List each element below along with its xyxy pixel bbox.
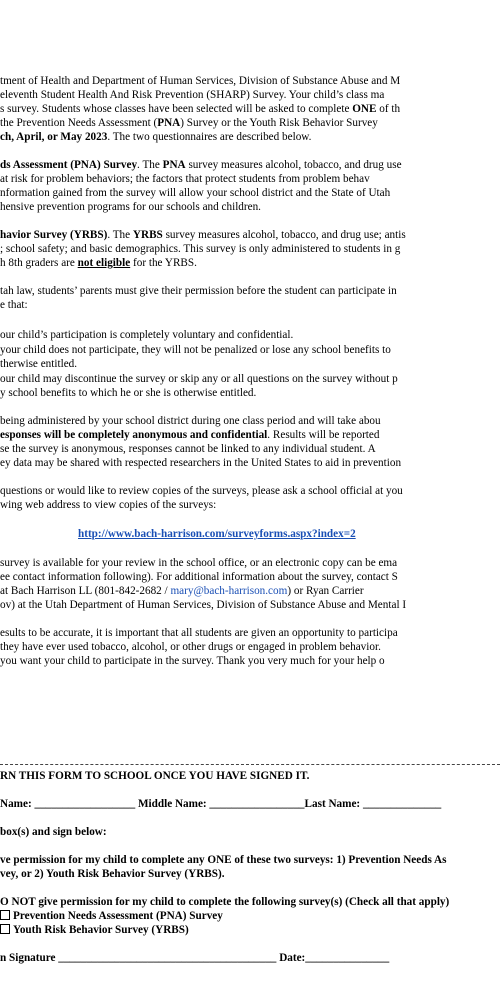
bullet-discontinue-1: our child may discontinue the survey or skip any or all questions on the survey without p: [0, 373, 398, 385]
middle-name-field[interactable]: Middle Name: _________________: [137, 798, 305, 810]
admin-line-3: se the survey is anonymous, responses cannot be linked to any individual student. A: [0, 443, 376, 455]
first-name-field[interactable]: Name: __________________: [0, 798, 138, 810]
review-line-2: ee contact information following). For additional information about the survey, contact S: [0, 571, 398, 583]
return-form-heading: RN THIS FORM TO SCHOOL ONCE YOU HAVE SIGNED IT.: [0, 770, 310, 782]
law-line-2: e that:: [0, 299, 28, 311]
admin-line-2: esponses will be completely anonymous and confidential. Results will be reported: [0, 429, 380, 441]
yrbs-opt-out-checkbox[interactable]: [0, 924, 10, 934]
pna-line-1: ds Assessment (PNA) Survey. The PNA survey measures alcohol, tobacco, and drug use: [0, 159, 402, 171]
bullet-not-penalized-2: therwise entitled.: [0, 358, 78, 370]
give-permission-line-2: vey, or 2) Youth Risk Behavior Survey (YRBS).: [0, 868, 225, 880]
intro-line-4: the Prevention Needs Assessment (PNA) Survey or the Youth Risk Behavior Survey: [0, 117, 378, 129]
results-line-3: you want your child to participate in the survey. Thank you very much for your help o: [0, 655, 385, 667]
intro-line-3: s survey. Students whose classes have been selected will be asked to complete ONE of th: [0, 103, 401, 115]
questions-line-1: questions or would like to review copies of the surveys, please ask a school official at you: [0, 485, 403, 497]
review-line-4: ov) at the Utah Department of Human Services, Division of Substance Abuse and Mental I: [0, 599, 407, 611]
yrbs-line-3: h 8th graders are not eligible for the YRBS.: [0, 257, 197, 269]
intro-line-2: eleventh Student Health And Risk Prevention (SHARP) Survey. Your child’s class ma: [0, 89, 385, 101]
admin-line-1: being administered by your school district during one class period and will take abou: [0, 415, 381, 427]
questions-line-2: wing web address to view copies of the surveys:: [0, 499, 217, 511]
bullet-discontinue-2: y school benefits to which he or she is otherwise entitled.: [0, 387, 257, 399]
check-box-instructions: box(s) and sign below:: [0, 826, 107, 838]
signature-field[interactable]: n Signature _______________________________________: [0, 952, 280, 964]
signature-line[interactable]: [0, 951, 389, 965]
date-field[interactable]: Date:_______________: [279, 952, 390, 964]
last-name-field[interactable]: Last Name: ______________: [304, 798, 442, 810]
give-permission-line-1: ve permission for my child to complete any ONE of these two surveys: 1) Prevention Needs As: [0, 854, 447, 866]
results-line-2: they have ever used tobacco, alcohol, or other drugs or engaged in problem behavior.: [0, 641, 381, 653]
yrbs-line-1: havior Survey (YRBS). The YRBS survey measures alcohol, tobacco, and drug use; antis: [0, 229, 406, 241]
email-link[interactable]: mary@bach-harrison.com: [170, 585, 288, 597]
pna-line-3: nformation gained from the survey will allow your school district and the State of Utah: [0, 187, 391, 199]
pna-opt-out-option[interactable]: Prevention Needs Assessment (PNA) Survey: [0, 909, 223, 923]
admin-line-4: ey data may be shared with respected researchers in the United States to aid in prevention: [0, 457, 402, 469]
name-fields-line[interactable]: [0, 797, 441, 811]
bullet-not-penalized-1: your child does not participate, they will not be penalized or lose any school benefits to: [0, 344, 391, 356]
survey-forms-link[interactable]: http://www.bach-harrison.com/surveyforms.aspx?index=2: [78, 528, 356, 540]
bullet-voluntary: our child’s participation is completely voluntary and confidential.: [0, 329, 294, 341]
law-line-1: tah law, students’ parents must give their permission before the student can participate in: [0, 285, 397, 297]
cut-line-divider: [0, 764, 500, 765]
yrbs-line-2: ; school safety; and basic demographics. This survey is only administered to students in g: [0, 243, 401, 255]
review-line-3: at Bach Harrison LL (801-842-2682 / mary@bach-harrison.com) or Ryan Carrier: [0, 585, 364, 597]
pna-line-2: at risk for problem behaviors; the factors that protect students from problem behav: [0, 173, 370, 185]
pna-opt-out-checkbox[interactable]: [0, 910, 10, 920]
review-line-1: survey is available for your review in the school office, or an electronic copy can be ema: [0, 557, 398, 569]
yrbs-opt-out-option[interactable]: Youth Risk Behavior Survey (YRBS): [0, 923, 189, 937]
not-give-permission-line: O NOT give permission for my child to complete the following survey(s) (Check all that apply): [0, 896, 450, 908]
results-line-1: esults to be accurate, it is important that all students are given an opportunity to participa: [0, 627, 398, 639]
intro-line-1: tment of Health and Department of Human Services, Division of Substance Abuse and M: [0, 75, 401, 87]
pna-line-4: hensive prevention programs for our schools and children.: [0, 201, 261, 213]
intro-line-5: ch, April, or May 2023. The two questionnaires are described below.: [0, 131, 312, 143]
